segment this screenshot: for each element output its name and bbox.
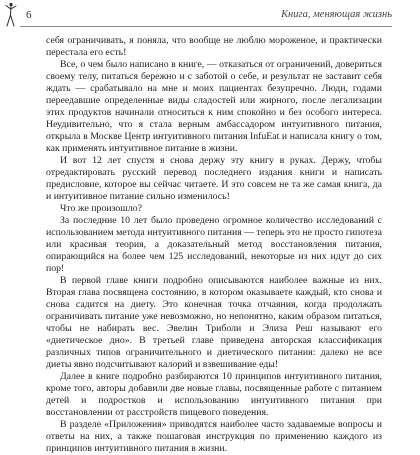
paragraph: И вот 12 лет спустя я снова держу эту книгу в руках. Держу, чтобы отредактировать русский перевод последнего издания книги и написать предисловие, которое вы сейчас читаете. И это совсем не та же самая книга, да и интуитивное питание сильно изменилось! [46, 155, 382, 202]
paragraph: В разделе «Приложения» приводятся наиболее часто задаваемые вопросы и ответы на них, а также пошаговая инструкция по применению каждого из принципов интуитивного питания в жизни. [46, 419, 382, 454]
paragraph: За последние 10 лет было проведено огромное количество исследований с использованием метода интуитивного питания — теперь это не просто гипотеза или красивая теория, а доказательный метод восстановления питания, опирающийся на более чем 125 исследований, некоторые из них идут до сих пор! [46, 215, 382, 274]
paragraph: Далее в книге подробно разбираются 10 принципов интуитивного питания, кроме того, авторы добавили две новые главы, посвященные работе с питанием детей и подростков и использованию интуитивного питания при восстановлении от расстройств пищевого поведения. [46, 371, 382, 418]
page-number: 6 [26, 9, 32, 21]
running-title: Книга, меняющая жизнь [281, 9, 392, 20]
paragraph: Что же произошло? [60, 203, 142, 214]
paragraph: В первой главе книги подробно описываются наиболее важные из них. Вторая глава посвящена состоянию, в котором оказываете каждый, кто снова и снова садится на диету. Это конечная точка отчаяния, когда продолжать ограничивать питание уже невозможно, но непонятно, каким образом питаться, чтобы не набирать вес. Эвелин Триболи и Элиза Реш называют его «диетическое дно». В третьей главе приведена авторская классификация различных типов ограничительного и диетического питания: далеко не все диеты явно подсчитывают калорий и взвешивание еды! [46, 275, 382, 370]
paragraph: себя ограничивать, я поняла, что вообще не люблю мороженое, и практически перестала его есть! [46, 35, 382, 58]
header-divider [20, 26, 392, 27]
body-text [46, 35, 382, 455]
paragraph: Все, о чем было написано в книге, — отказаться от ограничений, довериться своему телу, питаться бережно и с заботой о себе, и результат не заставит себя ждать — срабатывало на мне и моих пациентах безупречно. Люди, годами переедавшие определенные виды сладостей или жирного, после легализации этих продуктов начинали относиться к ним спокойно и без особого интереса. Неудивительно, что я стала верным амбассадором интуитивного питания, открыла в Москве Центр интуитивного питания InfuEat и написала книгу о том, как применять интуитивное питание в жизни. [46, 59, 382, 154]
publisher-figure-logo-icon [4, 2, 18, 28]
